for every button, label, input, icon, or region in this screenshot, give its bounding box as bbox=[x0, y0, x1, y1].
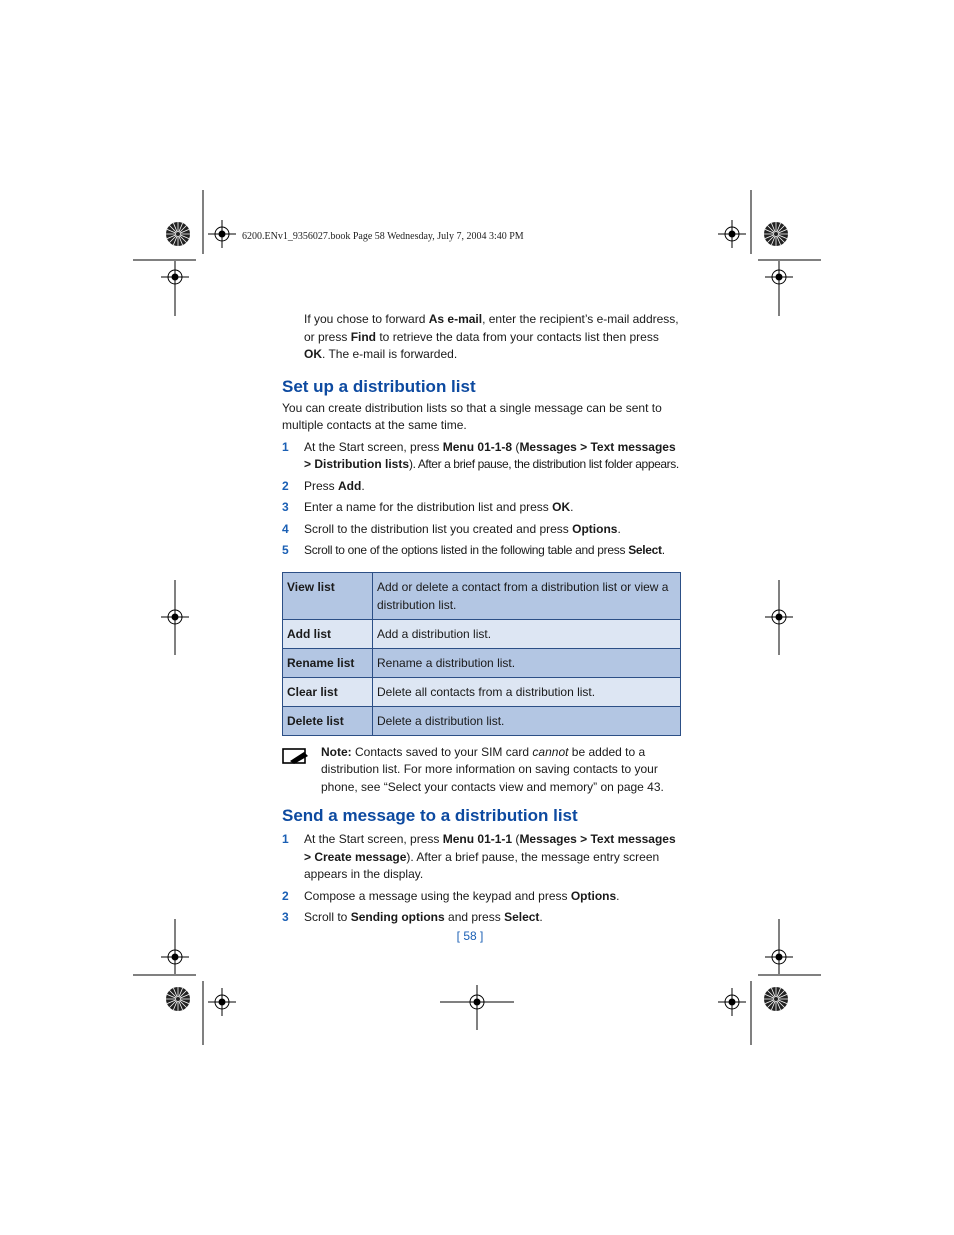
note-label: Note: bbox=[321, 744, 352, 759]
step-1: 1 At the Start screen, press Menu 01-1-1 (Messages > Text messages > Create message). After a brief pause, the message entry screen appears in the display. bbox=[282, 832, 676, 881]
note-icon bbox=[282, 748, 310, 766]
step-number: 3 bbox=[282, 500, 289, 514]
option-name: Delete list bbox=[283, 706, 373, 735]
step-2: 2 Compose a message using the keypad and press Options. bbox=[282, 888, 682, 906]
table-row bbox=[283, 677, 681, 706]
option-name: Add list bbox=[283, 619, 373, 648]
option-description: Add a distribution list. bbox=[373, 619, 681, 648]
table-row bbox=[283, 706, 681, 735]
note-box: Note: Contacts saved to your SIM card cannot be added to a distribution list. For more information on saving contacts to your phone, see “Select your contacts view and memory” on page 43. bbox=[282, 744, 682, 797]
option-name: Clear list bbox=[283, 677, 373, 706]
step-number: 2 bbox=[282, 888, 289, 903]
section-intro: You can create distribution lists so that a single message can be sent to multiple contacts at the same time. bbox=[282, 400, 662, 432]
step-number: 3 bbox=[282, 910, 289, 924]
page-content bbox=[282, 311, 682, 927]
option-description: Rename a distribution list. bbox=[373, 648, 681, 677]
step-number: 1 bbox=[282, 439, 289, 454]
step-2: 2 Press Add. bbox=[282, 478, 682, 496]
options-table bbox=[282, 572, 681, 736]
print-header-line: 6200.ENv1_9356027.book Page 58 Wednesday, July 7, 2004 3:40 PM bbox=[242, 231, 524, 242]
section-title-distribution-list: Set up a distribution list bbox=[282, 376, 476, 396]
option-name: Rename list bbox=[283, 648, 373, 677]
table-row bbox=[283, 572, 681, 619]
step-1: 1 At the Start screen, press Menu 01-1-8 (Messages > Text messages > Distribution lists). After a brief pause, the distribution list folder appears. bbox=[282, 439, 679, 471]
step-number: 1 bbox=[282, 832, 289, 846]
section-title-send-message: Send a message to a distribution list bbox=[282, 806, 578, 825]
step-number: 2 bbox=[282, 478, 289, 493]
step-number: 5 bbox=[282, 543, 289, 557]
option-description: Delete all contacts from a distribution list. bbox=[373, 677, 681, 706]
step-4: 4 Scroll to the distribution list you created and press Options. bbox=[282, 521, 682, 539]
step-3: 3 Enter a name for the distribution list and press OK. bbox=[282, 499, 682, 517]
step-3: 3 Scroll to Sending options and press Select. bbox=[282, 909, 682, 927]
table-row bbox=[283, 619, 681, 648]
option-description: Delete a distribution list. bbox=[373, 706, 681, 735]
page-number: [ 58 ] bbox=[456, 929, 484, 943]
step-number: 4 bbox=[282, 521, 289, 536]
table-row bbox=[283, 648, 681, 677]
option-description: Add or delete a contact from a distribution list or view a distribution list. bbox=[373, 572, 681, 619]
intro-paragraph: If you chose to forward As e-mail, enter the recipient’s e-mail address, or press Find to retrieve the data from your contacts list then press OK. The e-mail is forwarded. bbox=[304, 312, 679, 361]
option-name: View list bbox=[283, 572, 373, 619]
step-5: 5 Scroll to one of the options listed in the following table and press Select. bbox=[282, 542, 682, 560]
